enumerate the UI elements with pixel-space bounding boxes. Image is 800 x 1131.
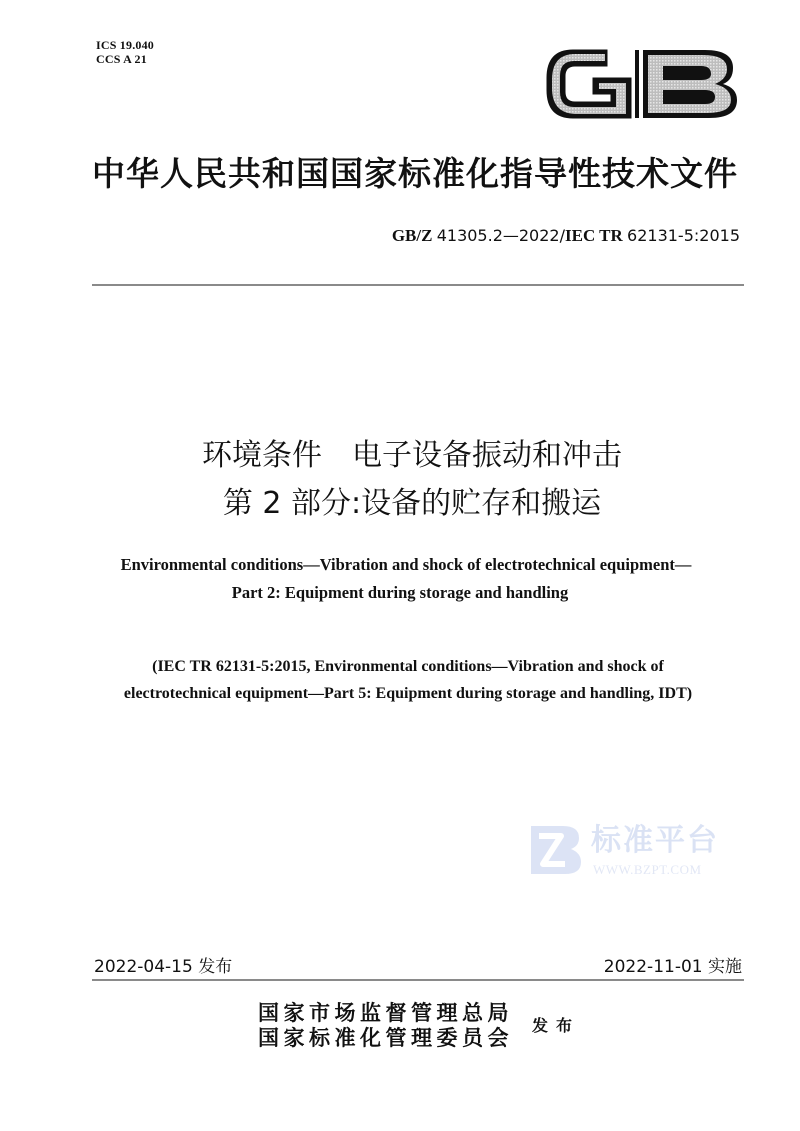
en-title-line-2: Part 2: Equipment during storage and handling <box>231 583 569 602</box>
footer-divider <box>92 979 744 981</box>
watermark-url: WWW.BZPT.COM <box>593 862 702 877</box>
ccs-code: CCS A 21 <box>96 52 147 66</box>
std-iec-prefix: IEC TR <box>564 226 628 245</box>
idt-reference-line-2: electrotechnical equipment—Part 5: Equipment during storage and handling, IDT) <box>123 685 693 702</box>
issuing-authorities <box>258 1000 513 1050</box>
std-number-main: 41305.2—2022/ <box>436 226 565 245</box>
implementation-date: 2022-11-01 实施 <box>603 957 742 977</box>
cn-title-line-2: 第 2 部分:设备的贮存和搬运 <box>222 486 602 521</box>
en-title-line-1: Environmental conditions—Vibration and shock of electrotechnical equipment— <box>120 555 692 574</box>
bzpt-logo-icon <box>527 822 583 878</box>
issuer-sac: 国家标准化管理委员会 <box>258 1025 513 1050</box>
watermark-text: 标准平台 <box>591 823 719 858</box>
header-divider <box>92 284 744 286</box>
classification-codes <box>96 38 154 66</box>
watermark <box>527 822 727 886</box>
issue-label: 发布 <box>532 1016 581 1035</box>
issuer-samr: 国家市场监督管理总局 <box>258 1000 513 1025</box>
issue-date: 2022-04-15 发布 <box>94 957 233 977</box>
gb-standard-logo-icon <box>545 48 740 120</box>
ics-code: ICS 19.040 <box>96 38 155 52</box>
std-iec-number: 62131-5:2015 <box>627 226 740 245</box>
standard-number <box>392 226 740 246</box>
std-prefix: GB/Z <box>391 226 437 245</box>
document-type-heading: 中华人民共和国国家标准化指导性技术文件 <box>92 154 738 193</box>
idt-reference-line-1: (IEC TR 62131-5:2015, Environmental conditions—Vibration and shock of <box>152 658 664 675</box>
cn-title-line-1: 环境条件 电子设备振动和冲击 <box>202 438 622 473</box>
